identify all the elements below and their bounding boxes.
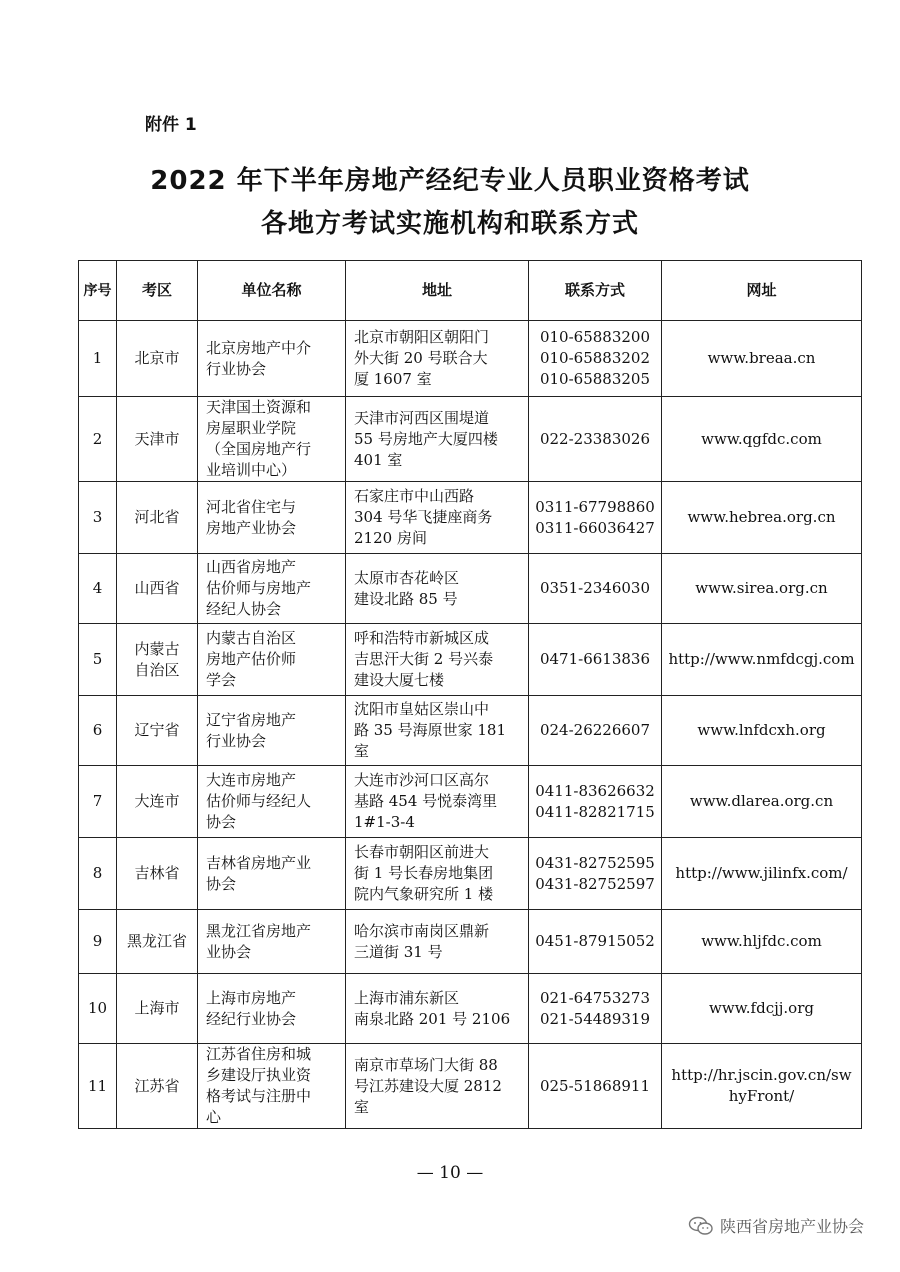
cell-line: 大连市房地产: [206, 771, 297, 789]
cell-line: 北京房地产中介: [206, 338, 312, 357]
row-address-cell: [346, 321, 529, 397]
row-unit-cell: [198, 397, 346, 482]
cell-line: 山西省房地产: [206, 558, 297, 576]
cell-line: 行业协会: [206, 359, 267, 378]
cell-line: 河北省: [134, 508, 180, 526]
cell-line: 江苏省: [134, 1076, 180, 1095]
cell-line: 022-23383026: [539, 429, 651, 448]
table-row: [79, 554, 862, 624]
row-no-cell: [79, 624, 117, 696]
row-region-cell: [117, 554, 198, 624]
cell-line: 乡建设厅执业资: [206, 1066, 312, 1084]
cell-line: 内蒙古: [134, 639, 180, 658]
row-unit-cell: [198, 974, 346, 1044]
cell-line: 天津市: [134, 429, 180, 448]
table-row: [79, 974, 862, 1044]
row-unit-cell: [198, 838, 346, 910]
table-row: [79, 482, 862, 554]
row-website-cell: [662, 838, 862, 910]
row-no-cell: [79, 696, 117, 766]
row-website-cell: [662, 482, 862, 554]
row-address-cell: [346, 910, 529, 974]
cell-line: 辽宁省: [134, 721, 180, 739]
cell-line: 三道街 31 号: [354, 942, 443, 961]
row-contact-cell: [529, 1044, 662, 1129]
table-row: [79, 321, 862, 397]
row-contact-cell: [529, 554, 662, 624]
row-address-cell: [346, 397, 529, 482]
cell-line: 7: [92, 792, 103, 810]
page-number: — 10 —: [416, 1163, 484, 1183]
header-no: 序号: [79, 261, 117, 321]
table-header-row: [79, 261, 862, 321]
table-body: [79, 321, 862, 1129]
cell-line: 江苏省住房和城: [206, 1045, 312, 1063]
row-contact-cell: [529, 397, 662, 482]
row-unit-cell: [198, 910, 346, 974]
cell-line: 0311-67798860: [535, 497, 655, 516]
cell-line: 格考试与注册中: [206, 1087, 312, 1105]
cell-line: 4: [92, 579, 103, 597]
cell-line: hyFront/: [728, 1087, 795, 1105]
watermark: [688, 1214, 864, 1237]
cell-line: www.sirea.org.cn: [695, 579, 828, 597]
cell-line: 上海市: [134, 999, 180, 1017]
row-website-cell: [662, 321, 862, 397]
cell-line: 0411-82821715: [535, 802, 655, 821]
cell-line: 上海市房地产: [206, 988, 297, 1007]
row-no-cell: [79, 974, 117, 1044]
cell-line: 室: [354, 1097, 370, 1116]
row-no-cell: [79, 397, 117, 482]
cell-line: 025-51868911: [539, 1076, 651, 1095]
row-address-cell: [346, 554, 529, 624]
row-unit-cell: [198, 554, 346, 624]
row-contact-cell: [529, 974, 662, 1044]
cell-line: 55 号房地产大厦四楼: [354, 429, 498, 448]
row-contact-cell: [529, 838, 662, 910]
table-row: [79, 910, 862, 974]
cell-line: 吉林省房地产业: [206, 853, 312, 872]
row-no-cell: [79, 910, 117, 974]
cell-line: 厦 1607 室: [354, 370, 432, 388]
row-region-cell: [117, 321, 198, 397]
cell-line: www.qgfdc.com: [701, 429, 822, 448]
cell-line: 北京市朝阳区朝阳门: [354, 328, 490, 346]
cell-line: 010-65883202: [539, 349, 651, 367]
row-no-cell: [79, 321, 117, 397]
cell-line: 业培训中心）: [206, 461, 297, 479]
cell-line: 010-65883205: [539, 370, 651, 388]
row-website-cell: [662, 624, 862, 696]
cell-line: 外大街 20 号联合大: [354, 349, 488, 367]
row-address-cell: [346, 838, 529, 910]
row-region-cell: [117, 974, 198, 1044]
cell-line: 路 35 号海原世家 181: [354, 721, 507, 739]
wechat-icon: [688, 1216, 714, 1236]
cell-line: 行业协会: [206, 731, 267, 750]
cell-line: 经纪人协会: [206, 600, 282, 618]
cell-line: 基路 454 号悦泰湾里: [354, 792, 498, 810]
row-unit-cell: [198, 766, 346, 838]
row-website-cell: [662, 696, 862, 766]
row-no-cell: [79, 1044, 117, 1129]
row-region-cell: [117, 696, 198, 766]
exam-institutions-table: [78, 260, 862, 1129]
cell-line: 021-64753273: [539, 988, 651, 1007]
cell-line: 心: [206, 1108, 222, 1126]
cell-line: 建设大厦七楼: [354, 671, 445, 689]
header-unit: 单位名称: [198, 261, 346, 321]
table-row: [79, 397, 862, 482]
cell-line: 协会: [206, 874, 237, 893]
row-region-cell: [117, 838, 198, 910]
cell-line: 建设北路 85 号: [354, 589, 458, 608]
row-website-cell: [662, 1044, 862, 1129]
row-contact-cell: [529, 696, 662, 766]
row-unit-cell: [198, 1044, 346, 1129]
cell-line: 街 1 号长春房地集团: [354, 864, 494, 882]
cell-line: 内蒙古自治区: [206, 629, 297, 647]
header-address: 地址: [346, 261, 529, 321]
row-no-cell: [79, 482, 117, 554]
cell-line: www.lnfdcxh.org: [697, 721, 826, 739]
cell-line: 河北省住宅与: [206, 497, 297, 516]
cell-line: 估价师与经纪人: [206, 792, 312, 810]
header-region: 考区: [117, 261, 198, 321]
row-address-cell: [346, 696, 529, 766]
cell-line: 辽宁省房地产: [206, 710, 297, 729]
row-no-cell: [79, 838, 117, 910]
cell-line: 院内气象研究所 1 楼: [354, 885, 494, 903]
cell-line: 大连市沙河口区高尔: [354, 771, 490, 789]
cell-line: 室: [354, 742, 370, 760]
cell-line: 1#1-3-4: [354, 813, 415, 831]
document-title-line2: 各地方考试实施机构和联系方式: [260, 209, 639, 239]
cell-line: 房屋职业学院: [206, 419, 297, 437]
row-website-cell: [662, 766, 862, 838]
cell-line: 0311-66036427: [535, 518, 655, 537]
cell-line: 估价师与房地产: [206, 579, 312, 597]
attachment-label: 附件 1: [145, 115, 197, 135]
cell-line: http://www.jilinfx.com/: [675, 864, 848, 882]
row-region-cell: [117, 482, 198, 554]
cell-line: （全国房地产行: [206, 440, 312, 458]
cell-line: 哈尔滨市南岗区鼎新: [354, 921, 490, 940]
row-region-cell: [117, 1044, 198, 1129]
row-website-cell: [662, 554, 862, 624]
row-no-cell: [79, 766, 117, 838]
row-website-cell: [662, 910, 862, 974]
cell-line: 大连市: [134, 792, 180, 810]
row-region-cell: [117, 397, 198, 482]
cell-line: www.hljfdc.com: [701, 932, 822, 950]
cell-line: 5: [92, 650, 103, 668]
cell-line: 房地产业协会: [206, 518, 297, 537]
cell-line: 自治区: [134, 660, 180, 679]
row-address-cell: [346, 766, 529, 838]
table-row: [79, 1044, 862, 1129]
cell-line: 长春市朝阳区前进大: [354, 843, 490, 861]
row-contact-cell: [529, 624, 662, 696]
cell-line: 南京市草场门大街 88: [354, 1055, 498, 1074]
cell-line: 401 室: [354, 450, 403, 469]
table-row: [79, 696, 862, 766]
row-unit-cell: [198, 624, 346, 696]
row-region-cell: [117, 766, 198, 838]
cell-line: 太原市杏花岭区: [354, 568, 460, 587]
cell-line: www.breaa.cn: [707, 349, 816, 367]
cell-line: 吉林省: [134, 864, 180, 882]
row-website-cell: [662, 974, 862, 1044]
cell-line: 天津国土资源和: [206, 398, 312, 416]
cell-line: http://hr.jscin.gov.cn/sw: [671, 1066, 852, 1084]
cell-line: 8: [92, 864, 103, 882]
cell-line: 0471-6613836: [539, 650, 651, 668]
cell-line: 9: [92, 932, 103, 950]
cell-line: 业协会: [206, 942, 252, 961]
table-row: [79, 624, 862, 696]
cell-line: 北京市: [134, 349, 180, 367]
row-contact-cell: [529, 766, 662, 838]
cell-line: 黑龙江省: [126, 932, 187, 950]
cell-line: 0451-87915052: [535, 932, 655, 950]
cell-line: 3: [92, 508, 103, 526]
row-address-cell: [346, 974, 529, 1044]
cell-line: 304 号华飞捷座商务: [354, 508, 493, 526]
row-contact-cell: [529, 910, 662, 974]
cell-line: 0431-82752595: [535, 853, 655, 872]
cell-line: 学会: [206, 671, 237, 689]
cell-line: www.hebrea.org.cn: [687, 508, 836, 526]
cell-line: 6: [92, 721, 103, 739]
watermark-text: 陕西省房地产业协会: [719, 1217, 864, 1236]
cell-line: 2120 房间: [354, 529, 427, 547]
cell-line: 呼和浩特市新城区成: [354, 629, 490, 647]
cell-line: 天津市河西区围堤道: [354, 408, 490, 427]
cell-line: 2: [92, 429, 103, 448]
row-unit-cell: [198, 482, 346, 554]
cell-line: 010-65883200: [539, 328, 651, 346]
table-row: [79, 766, 862, 838]
row-contact-cell: [529, 321, 662, 397]
row-address-cell: [346, 482, 529, 554]
header-contact: 联系方式: [529, 261, 662, 321]
cell-line: 南泉北路 201 号 2106: [354, 1009, 511, 1028]
row-contact-cell: [529, 482, 662, 554]
cell-line: 号江苏建设大厦 2812: [354, 1076, 502, 1095]
cell-line: 吉思汗大街 2 号兴泰: [354, 650, 494, 668]
cell-line: http://www.nmfdcgj.com: [668, 650, 855, 668]
cell-line: 021-54489319: [539, 1009, 651, 1028]
cell-line: 11: [87, 1076, 108, 1095]
cell-line: 经纪行业协会: [206, 1009, 297, 1028]
row-unit-cell: [198, 321, 346, 397]
row-no-cell: [79, 554, 117, 624]
cell-line: 房地产估价师: [206, 650, 297, 668]
row-region-cell: [117, 624, 198, 696]
table-row: [79, 838, 862, 910]
cell-line: 10: [87, 999, 108, 1017]
cell-line: 黑龙江省房地产: [206, 921, 312, 940]
row-address-cell: [346, 1044, 529, 1129]
cell-line: 0431-82752597: [535, 874, 655, 893]
cell-line: 沈阳市皇姑区崇山中: [354, 700, 490, 718]
header-website: 网址: [662, 261, 862, 321]
cell-line: 0411-83626632: [535, 781, 655, 800]
cell-line: 山西省: [134, 579, 180, 597]
row-website-cell: [662, 397, 862, 482]
document-title-line1: 2022 年下半年房地产经纪专业人员职业资格考试: [150, 166, 750, 196]
cell-line: www.dlarea.org.cn: [689, 792, 834, 810]
cell-line: 上海市浦东新区: [354, 988, 460, 1007]
cell-line: 0351-2346030: [539, 579, 651, 597]
cell-line: 024-26226607: [539, 721, 651, 739]
cell-line: 1: [92, 349, 103, 367]
row-address-cell: [346, 624, 529, 696]
cell-line: 石家庄市中山西路: [354, 487, 475, 505]
cell-line: www.fdcjj.org: [709, 999, 814, 1017]
row-unit-cell: [198, 696, 346, 766]
cell-line: 协会: [206, 813, 237, 831]
row-region-cell: [117, 910, 198, 974]
